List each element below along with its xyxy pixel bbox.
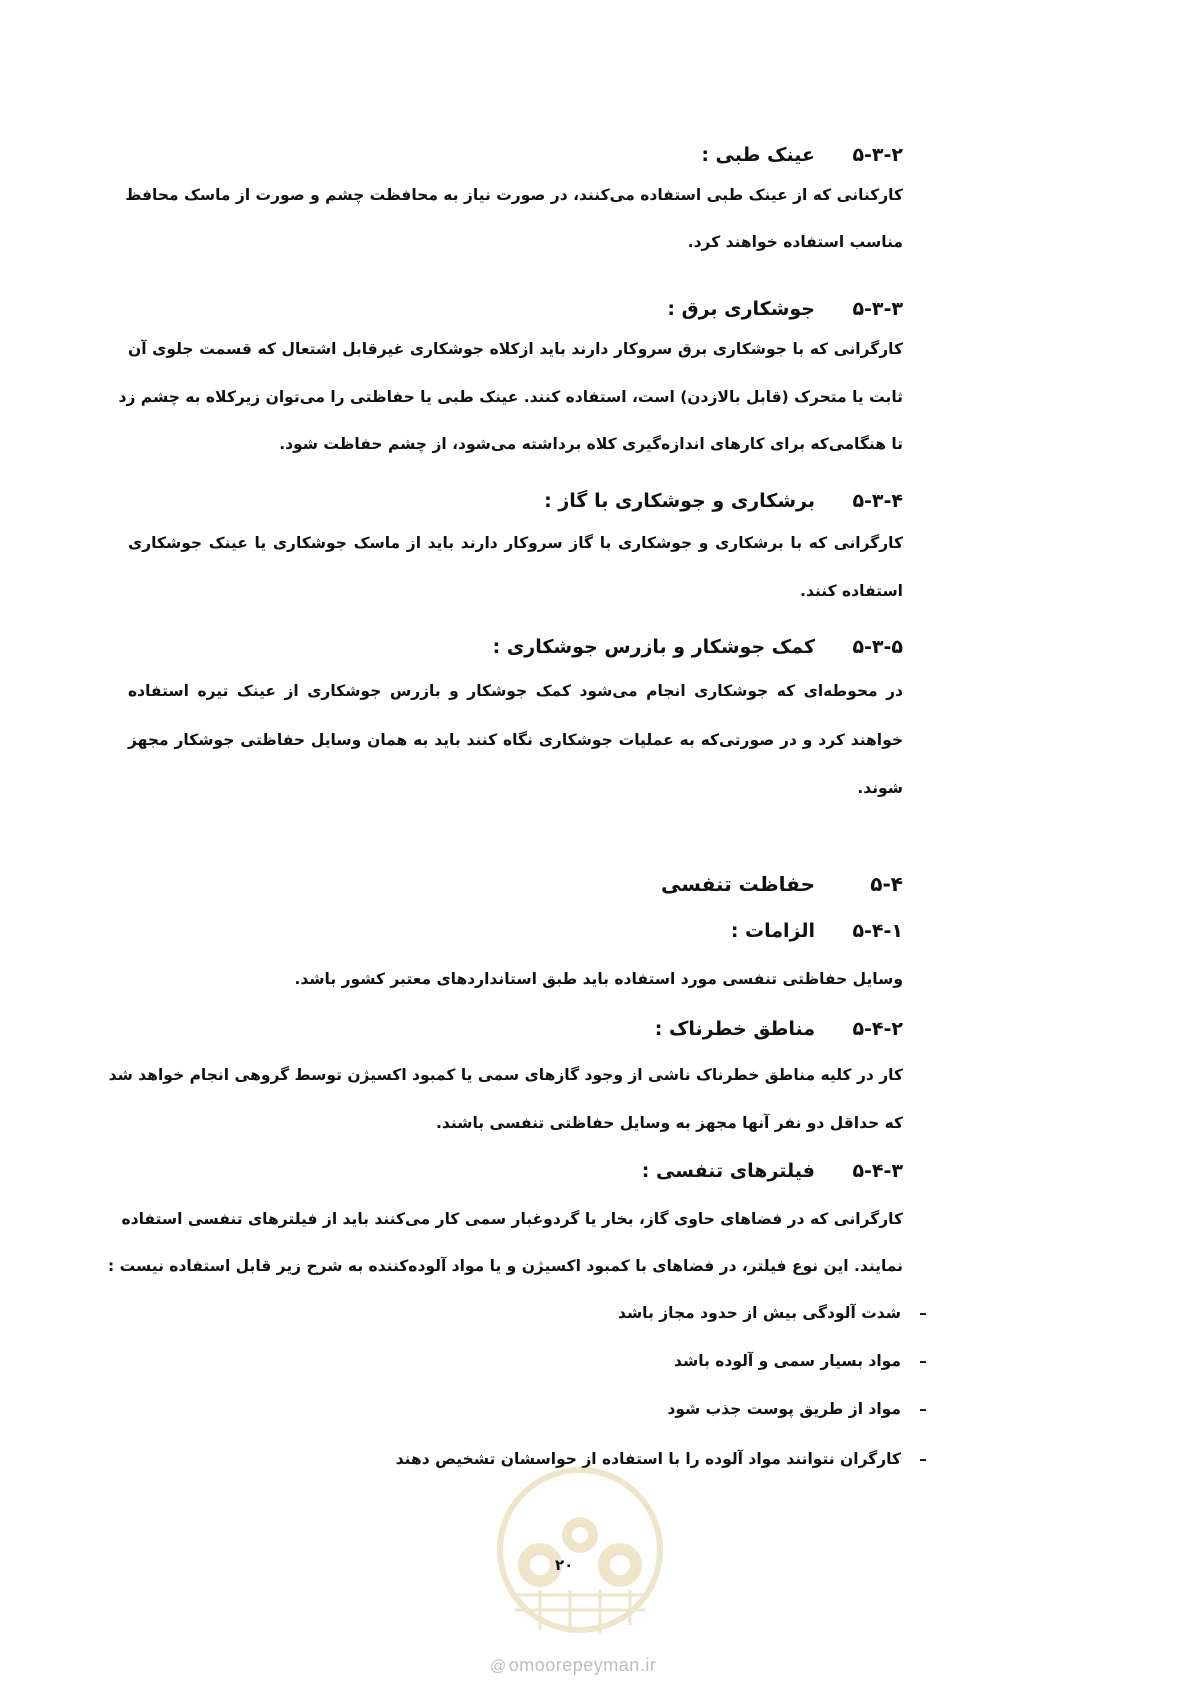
section-heading-5-3-5 bbox=[493, 638, 903, 657]
paragraph-line: در محوطه‌ای که جوشکاری انجام می‌شود کمک جوشکار و بازرس جوشکاری از عینک تیره استفاده bbox=[128, 682, 903, 700]
section-number: ۵-۳-۲ bbox=[852, 144, 903, 166]
paragraph-line: ثابت یا متحرک (قابل بالازدن) است، استفاده کنند. عینک طبی یا حفاظتی را می‌توان زیرکلاه به چشم زد bbox=[118, 388, 903, 406]
main-heading-5-4 bbox=[661, 874, 903, 894]
section-heading-5-4-3 bbox=[642, 1162, 903, 1181]
omoorepeyman-logo-icon bbox=[480, 1455, 680, 1645]
bullet-text: مواد از طریق پوست جذب شود bbox=[667, 1400, 901, 1418]
paragraph-line: استفاده کنند. bbox=[800, 582, 903, 600]
section-title: الزامات : bbox=[730, 920, 815, 942]
bullet-item bbox=[667, 1402, 935, 1418]
section-heading-5-3-4 bbox=[544, 492, 903, 511]
section-title: برشکاری و جوشکاری با گاز : bbox=[544, 490, 815, 512]
bullet-text: کارگران نتوانند مواد آلوده را با استفاده از حواسشان تشخیص دهند bbox=[395, 1450, 901, 1468]
section-number: ۵-۳-۳ bbox=[852, 298, 903, 320]
section-number: ۵-۳-۴ bbox=[852, 490, 903, 512]
paragraph-line: خواهند کرد و در صورتی‌که به عملیات جوشکاری نگاه کنند باید به همان وسایل حفاظتی جوشکار مجهز bbox=[128, 731, 903, 749]
section-heading-5-4-2 bbox=[655, 1020, 903, 1039]
bullet-text: شدت آلودگی بیش از حدود مجاز باشد bbox=[617, 1304, 901, 1322]
bullet-item bbox=[674, 1354, 935, 1370]
section-number: ۵-۴-۱ bbox=[852, 920, 903, 942]
paragraph-line: وسایل حفاظتی تنفسی مورد استفاده باید طبق استانداردهای معتبر کشور باشد. bbox=[294, 970, 903, 988]
section-title: عینک طبی : bbox=[701, 144, 815, 166]
section-title: حفاظت تنفسی bbox=[661, 872, 815, 896]
bullet-dash: – bbox=[919, 1450, 927, 1468]
section-number: ۵-۳-۵ bbox=[852, 636, 903, 658]
page-number: ۲۰ bbox=[555, 1556, 574, 1574]
paragraph-line: شوند. bbox=[857, 779, 903, 797]
bullet-dash: – bbox=[919, 1400, 927, 1418]
bullet-dash: – bbox=[919, 1352, 927, 1370]
footer-url-text: omoorepeyman.ir bbox=[508, 1655, 657, 1675]
paragraph-line: که حداقل دو نفر آنها مجهز به وسایل حفاظتی تنفسی باشند. bbox=[436, 1114, 903, 1132]
bullet-item bbox=[618, 1306, 935, 1322]
section-heading-5-3-2 bbox=[701, 146, 903, 165]
section-title: کمک جوشکار و بازرس جوشکاری : bbox=[492, 636, 815, 658]
paragraph-line: نمایند. این نوع فیلتر، در فضاهای با کمبود اکسیژن و یا مواد آلوده‌کننده به شرح زیر قابل استفاده نیست : bbox=[107, 1257, 903, 1275]
at-icon: @ bbox=[490, 1658, 507, 1675]
paragraph-line: کار در کلیه مناطق خطرناک ناشی از وجود گازهای سمی یا کمبود اکسیژن توسط گروهی انجام خواهد شد bbox=[108, 1066, 903, 1084]
paragraph-line: کارکنانی که از عینک طبی استفاده می‌کنند، در صورت نیاز به محافظت چشم و صورت از ماسک محافظ bbox=[125, 186, 903, 204]
paragraph-line: کارگرانی که در فضاهای حاوی گاز، بخار یا گردوغبار سمی کار می‌کنند باید از فیلترهای تنفسی استفاده bbox=[121, 1210, 903, 1228]
section-number: ۵-۴-۲ bbox=[852, 1018, 903, 1040]
section-title: فیلترهای تنفسی : bbox=[641, 1160, 815, 1182]
footer-url bbox=[490, 1655, 656, 1676]
section-title: جوشکاری برق : bbox=[667, 298, 815, 320]
bullet-dash: – bbox=[919, 1304, 927, 1322]
section-title: مناطق خطرناک : bbox=[654, 1018, 815, 1040]
section-number: ۵-۴-۳ bbox=[852, 1160, 903, 1182]
bullet-text: مواد بسیار سمی و آلوده باشد bbox=[674, 1352, 901, 1370]
section-heading-5-3-3 bbox=[667, 300, 903, 319]
paragraph-line: تا هنگامی‌که برای کارهای اندازه‌گیری کلاه برداشته می‌شود، از چشم حفاظت شود. bbox=[279, 435, 903, 453]
paragraph-line: کارگرانی که با جوشکاری برق سروکار دارند باید ازکلاه جوشکاری غیرقابل اشتعال که قسمت جلوی آن bbox=[128, 340, 903, 358]
section-heading-5-4-1 bbox=[731, 922, 903, 941]
paragraph-line: مناسب استفاده خواهند کرد. bbox=[687, 233, 903, 251]
section-number: ۵-۴ bbox=[870, 872, 903, 896]
paragraph-line: کارگرانی که با برشکاری و جوشکاری با گاز سروکار دارند باید از ماسک جوشکاری یا عینک جوشکاری bbox=[128, 534, 903, 552]
